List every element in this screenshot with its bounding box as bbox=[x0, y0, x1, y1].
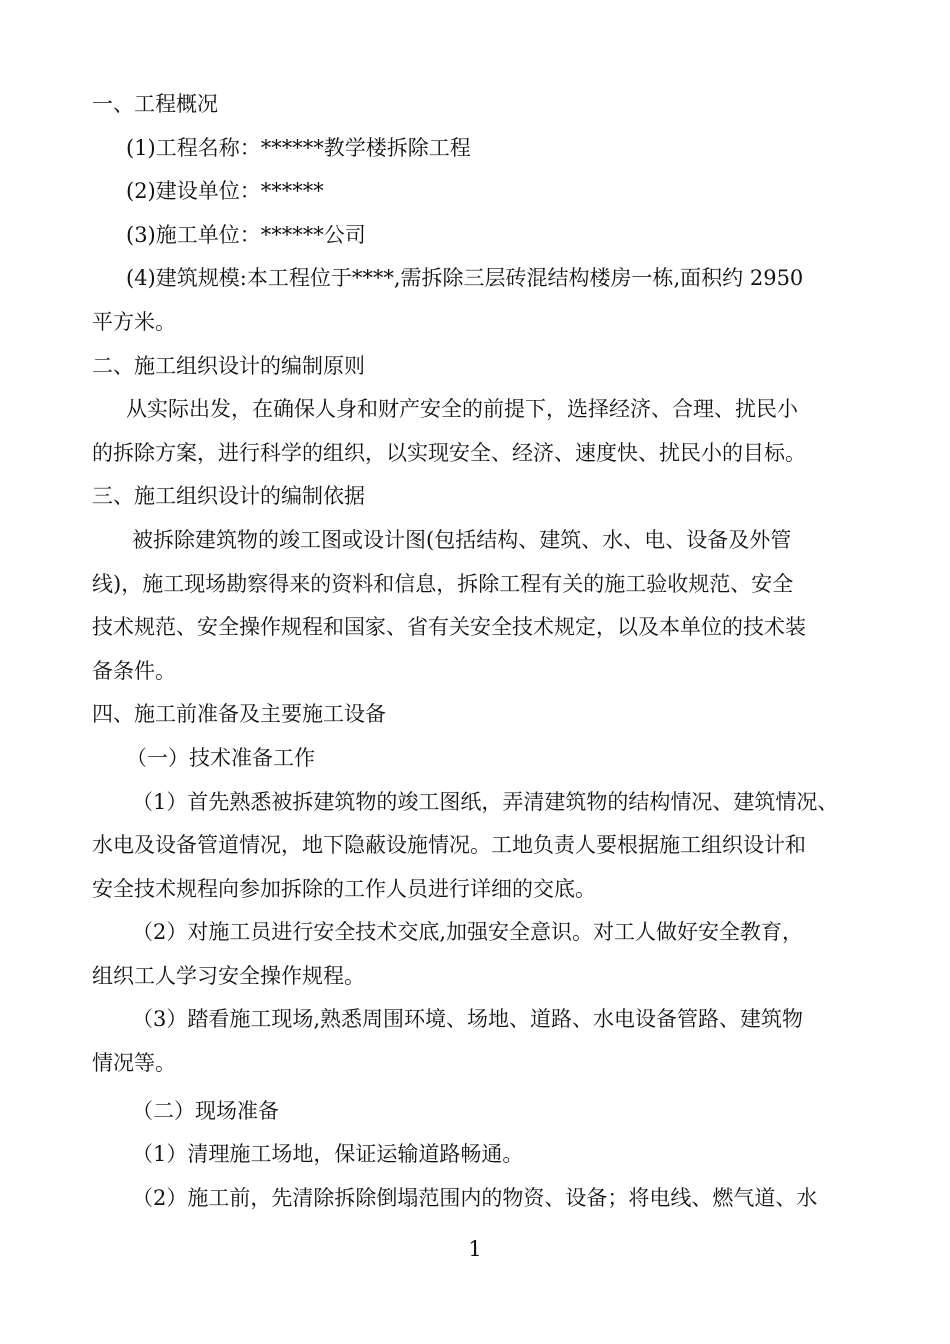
tech-item-1-line-1: （1）首先熟悉被拆建筑物的竣工图纸，弄清建筑物的结构情况、建筑情况、 bbox=[132, 789, 839, 814]
site-prep-heading: （二）现场准备 bbox=[132, 1098, 279, 1123]
tech-item-1-line-3: 安全技术规程向参加拆除的工作人员进行详细的交底。 bbox=[92, 876, 596, 901]
section-heading-basis: 三、施工组织设计的编制依据 bbox=[92, 484, 365, 509]
basis-line-4: 备条件。 bbox=[92, 658, 176, 683]
tech-item-2-line-2: 组织工人学习安全操作规程。 bbox=[92, 963, 365, 988]
construction-unit: (3)施工单位：******公司 bbox=[126, 222, 366, 247]
tech-item-2-line-1: （2）对施工员进行安全技术交底,加强安全意识。对工人做好安全教育， bbox=[132, 920, 804, 945]
tech-item-3-line-2: 情况等。 bbox=[92, 1051, 176, 1076]
principles-line-2: 的拆除方案，进行科学的组织，以实现安全、经济、速度快、扰民小的目标。 bbox=[92, 440, 806, 465]
tech-prep-heading: （一）技术准备工作 bbox=[126, 745, 315, 770]
site-item-1: （1）清理施工场地，保证运输道路畅通。 bbox=[132, 1142, 524, 1167]
basis-line-3: 技术规范、安全操作规程和国家、省有关安全技术规定，以及本单位的技术装 bbox=[92, 615, 806, 640]
site-item-2: （2）施工前，先清除拆除倒塌范围内的物资、设备；将电线、燃气道、水 bbox=[132, 1185, 818, 1210]
section-heading-preparation: 四、施工前准备及主要施工设备 bbox=[92, 702, 386, 727]
building-scale-line-1: (4)建筑规模:本工程位于****,需拆除三层砖混结构楼房一栋,面积约 2950 bbox=[126, 266, 804, 291]
basis-line-1: 被拆除建筑物的竣工图或设计图(包括结构、建筑、水、电、设备及外管 bbox=[132, 527, 792, 552]
building-scale-line-2: 平方米。 bbox=[92, 309, 176, 334]
project-name: (1)工程名称：******教学楼拆除工程 bbox=[126, 135, 471, 160]
section-heading-overview: 一、工程概况 bbox=[92, 92, 218, 116]
tech-item-1-line-2: 水电及设备管道情况，地下隐蔽设施情况。工地负责人要根据施工组织设计和 bbox=[92, 833, 806, 858]
principles-line-1: 从实际出发，在确保人身和财产安全的前提下，选择经济、合理、扰民小 bbox=[126, 397, 798, 422]
tech-item-3-line-1: （3）踏看施工现场,熟悉周围环境、场地、道路、水电设备管路、建筑物 bbox=[132, 1007, 804, 1032]
builder-unit: (2)建设单位：****** bbox=[126, 179, 324, 204]
page-number: 1 bbox=[468, 1237, 482, 1261]
basis-line-2: 线)，施工现场勘察得来的资料和信息，拆除工程有关的施工验收规范、安全 bbox=[92, 571, 794, 596]
section-heading-principles: 二、施工组织设计的编制原则 bbox=[92, 353, 365, 378]
